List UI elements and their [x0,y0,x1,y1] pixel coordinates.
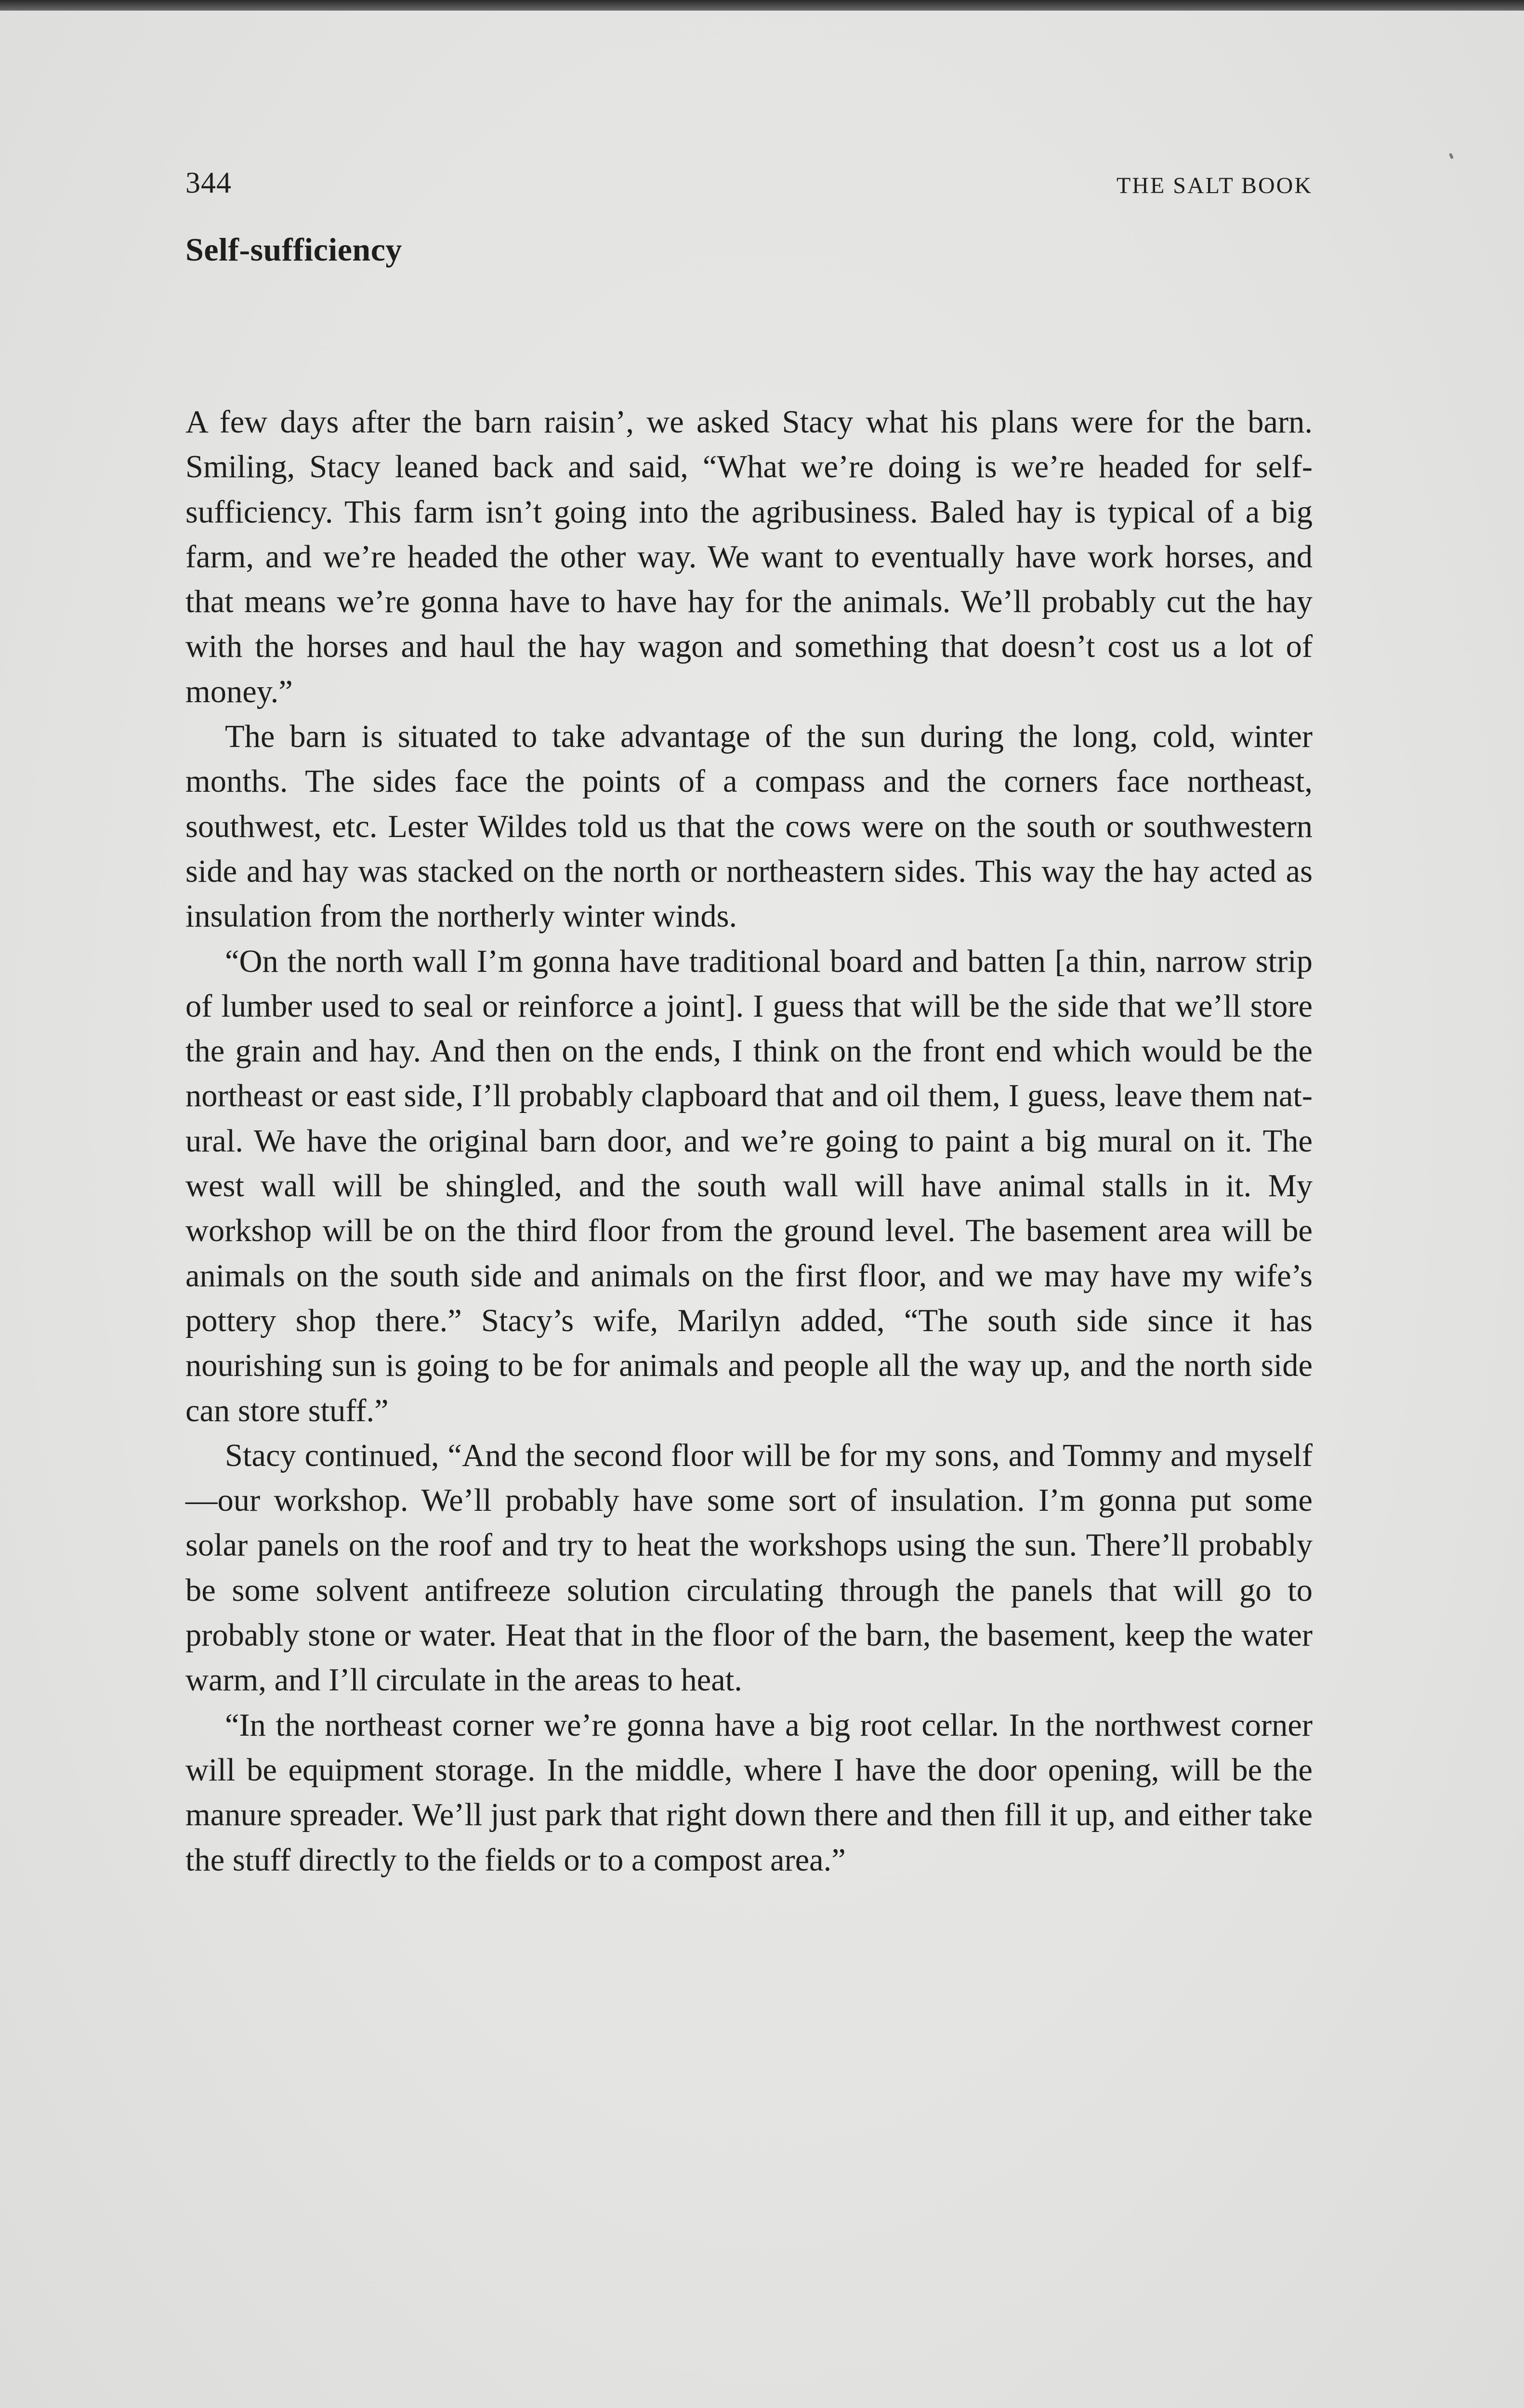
running-head [185,161,1313,205]
section-title: Self-sufficiency [185,231,402,268]
paragraph-1: A few days after the barn raisin’, we asked Stacy what his plans were for the barn. Smiling, Stacy leaned back and said, “What we’re doing is we’re headed for self-sufficiency. This farm isn’t going into the agribusiness. Baled hay is typical of a big farm, and we’re headed the other way. We want to eventually have work horses, and that means we’re gonna have to have hay for the animals. We’ll probably cut the hay with the horses and haul the hay wagon and something that doesn’t cost us a lot of money.” [185,405,1313,709]
paragraph-3: “On the north wall I’m gonna have traditional board and batten [a thin, narrow strip of lumber used to seal or reinforce a joint]. I guess that will be the side that we’ll store the grain and hay. And then on the ends, I think on the front end which would be the northeast or east side, I’ll probably clapboard that and oil them, I guess, leave them natural. We have the original barn door, and we’re going to paint a big mural on it. The west wall will be shingled, and the south wall will have animal stalls in it. My workshop will be on the third floor from the ground level. The basement area will be animals on the south side and animals on the first floor, and we may have my wife’s pottery shop there.” Stacy’s wife, Marilyn added, “The south side since it has nourishing sun is going to be for animals and people all the way up, and the north side can store stuff.” [185,943,1313,1428]
scan-top-edge [0,0,1524,11]
book-title: THE SALT BOOK [1116,173,1313,198]
paragraph-4: Stacy continued, “And the second floor will be for my sons, and Tommy and myself—our workshop. We’ll probably have some sort of insulation. I’m gonna put some solar panels on the roof and try to heat the workshops using the sun. There’ll probably be some solvent antifreeze solution circulating through the panels that will go to probably stone or water. Heat that in the floor of the barn, the basement, keep the water warm, and I’ll circulate in the areas to heat. [185,1438,1313,1698]
paragraph-5: “In the northeast corner we’re gonna have a big root cellar. In the northwest corner will be equipment storage. In the middle, where I have the door opening, will be the manure spreader. We’ll just park that right down there and then fill it up, and either take the stuff directly to the fields or to a compost area.” [185,1707,1313,1878]
page-number: 344 [185,167,232,199]
paragraph-2: The barn is situated to take advantage of the sun during the long, cold, winter months. The sides face the points of a compass and the corners face northeast, southwest, etc. Lester Wildes told us that the cows were on the south or southwestern side and hay was stacked on the north or northeastern sides. This way the hay acted as insulation from the northerly winter winds. [185,719,1313,934]
body-text [185,400,1313,1883]
